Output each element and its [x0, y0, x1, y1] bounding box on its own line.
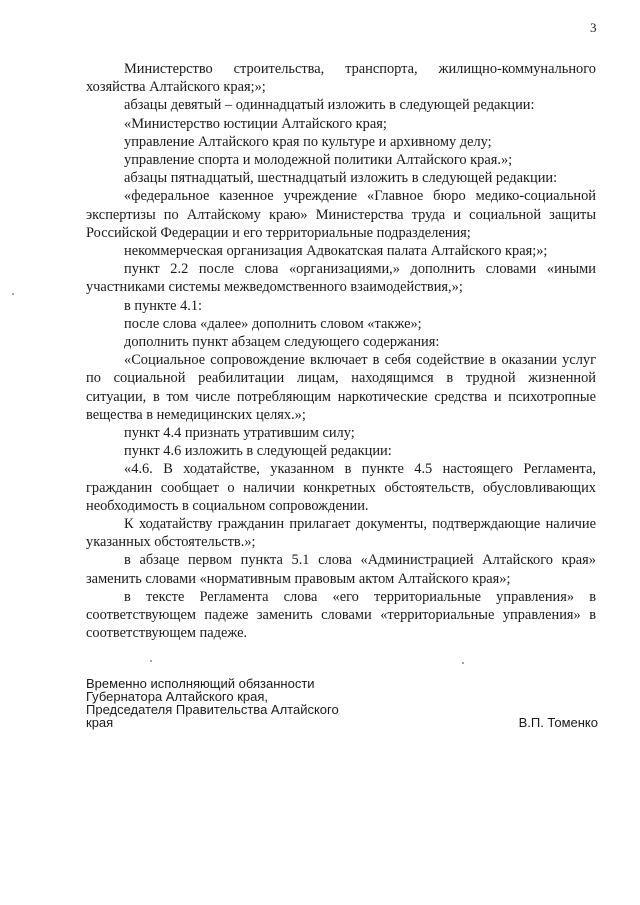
paragraph: пункт 4.4 признать утратившим силу;: [124, 425, 355, 442]
paragraph: дополнить пункт абзацем следующего содержания:: [124, 334, 440, 351]
paragraph: К ходатайству гражданин прилагает документы, подтверждающие наличие указанных обстоятельств.»;: [86, 516, 596, 551]
paragraph: некоммерческая организация Адвокатская палата Алтайского края;»;: [124, 243, 548, 260]
paragraph: пункт 2.2 после слова «организациями,» дополнить словами «иными участниками системы межведомственного взаимодействия,»;: [86, 261, 596, 296]
scan-speck: [150, 660, 152, 662]
paragraph: абзацы пятнадцатый, шестнадцатый изложить в следующей редакции:: [124, 170, 558, 187]
paragraph: «Министерство юстиции Алтайского края;: [124, 115, 387, 132]
paragraph: управление Алтайского края по культуре и архивному делу;: [124, 133, 492, 150]
paragraph: абзацы девятый – одиннадцатый изложить в следующей редакции:: [124, 97, 535, 114]
paragraph: в абзаце первом пункта 5.1 слова «Администрацией Алтайского края» заменить словами «нормативным правовым актом Алтайского края»;: [86, 552, 596, 587]
scan-speck: [12, 293, 14, 295]
scan-speck: [462, 662, 464, 664]
document-body: [86, 60, 596, 643]
paragraph: в пункте 4.1:: [124, 297, 203, 314]
paragraph: пункт 4.6 изложить в следующей редакции:: [124, 443, 392, 460]
signatory-name: В.П. Томенко: [518, 715, 598, 730]
signatory-title: Временно исполняющий обязанности Губернатора Алтайского края, Председателя Правительства Алтайского края: [86, 676, 339, 730]
paragraph: Министерство строительства, транспорта, жилищно-коммунального хозяйства Алтайского края;»;: [86, 61, 596, 96]
page-number: 3: [590, 20, 597, 35]
paragraph: «федеральное казенное учреждение «Главное бюро медико-социальной экспертизы по Алтайскому краю» Министерства труда и социальной защиты Российской Федерации и его территориальные подразделения;: [86, 188, 596, 241]
paragraph: после слова «далее» дополнить словом «также»;: [124, 315, 422, 332]
paragraph: управление спорта и молодежной политики Алтайского края.»;: [124, 152, 513, 169]
paragraph: в тексте Регламента слова «его территориальные управления» в соответствующем падеже заменить словами «территориальные управления» в соответствующем падеже.: [86, 588, 596, 642]
paragraph: «Социальное сопровождение включает в себя содействие в оказании услуг по социальной реабилитации лицам, находящимся в трудной жизненной ситуации, в том числе потребляющим наркотические средства и психотропные вещества в немедицинских целях.»;: [86, 352, 596, 423]
paragraph: «4.6. В ходатайстве, указанном в пункте 4.5 настоящего Регламента, гражданин сообщает о наличии конкретных обстоятельств, обусловливающих необходимость в социальном сопровождении.: [86, 461, 596, 514]
signature-block: [86, 677, 598, 729]
